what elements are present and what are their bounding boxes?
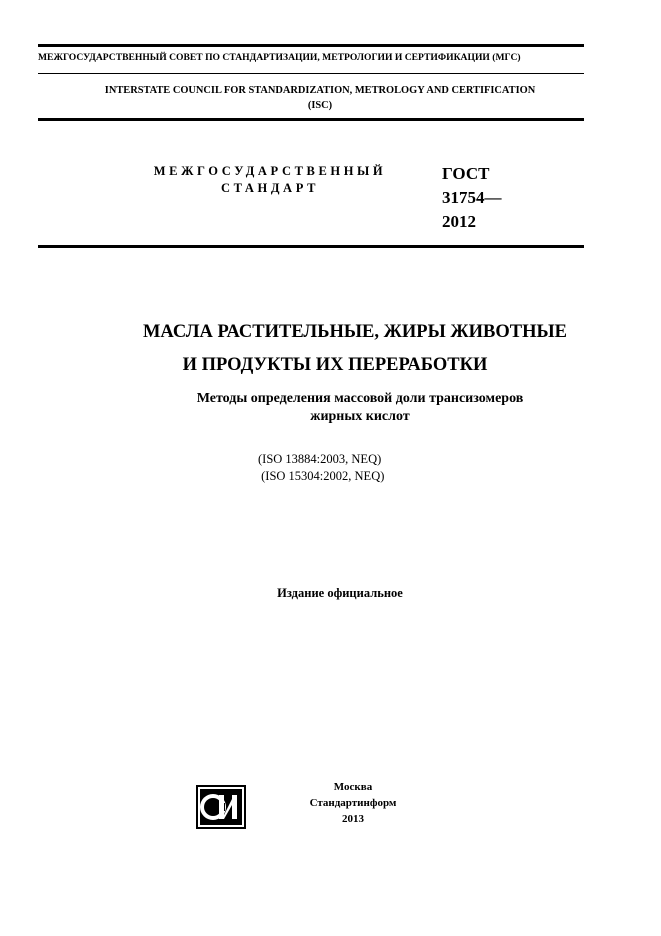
iso-references <box>258 451 384 485</box>
subtitle-line1: Методы определения массовой доли трансизомеров <box>196 391 524 406</box>
council-name-ru: МЕЖГОСУДАРСТВЕННЫЙ СОВЕТ ПО СТАНДАРТИЗАЦИИ, МЕТРОЛОГИИ И СЕРТИФИКАЦИИ (МГС) <box>38 52 521 63</box>
standartinform-logo-icon <box>196 785 246 829</box>
standard-type-line1: МЕЖГОСУДАРСТВЕННЫЙ <box>153 164 387 178</box>
publication-year: 2013 <box>342 813 364 825</box>
standard-bottom-rule <box>38 245 584 248</box>
iso-reference: (ISO 13884:2003, NEQ) <box>258 452 382 466</box>
council-name-en-line1: INTERSTATE COUNCIL FOR STANDARDIZATION, METROLOGY AND CERTIFICATION <box>104 85 536 96</box>
header-bottom-rule <box>38 118 584 121</box>
iso-reference: (ISO 15304:2002, NEQ) <box>258 469 385 483</box>
publisher-name: Стандартинформ <box>309 797 397 809</box>
council-name-en <box>40 83 600 113</box>
subtitle-line2: жирных кислот <box>310 409 410 424</box>
gost-label: ГОСТ <box>442 164 490 183</box>
council-name-en-line2: (ISC) <box>307 100 333 111</box>
gost-designation <box>442 162 502 234</box>
publisher-block <box>288 779 418 827</box>
document-title-line1: МАСЛА РАСТИТЕЛЬНЫЕ, ЖИРЫ ЖИВОТНЫЕ <box>142 322 568 342</box>
standard-type <box>120 163 420 197</box>
council-divider <box>38 73 584 74</box>
gost-year: 2012 <box>442 212 476 231</box>
standard-type-line2: СТАНДАРТ <box>220 181 320 195</box>
gost-number: 31754— <box>442 188 502 207</box>
document-subtitle <box>120 390 600 426</box>
document-title-line2: И ПРОДУКТЫ ИХ ПЕРЕРАБОТКИ <box>182 355 488 375</box>
edition-label: Издание официальное <box>277 586 403 600</box>
top-rule <box>38 44 584 47</box>
publisher-city: Москва <box>333 781 373 793</box>
